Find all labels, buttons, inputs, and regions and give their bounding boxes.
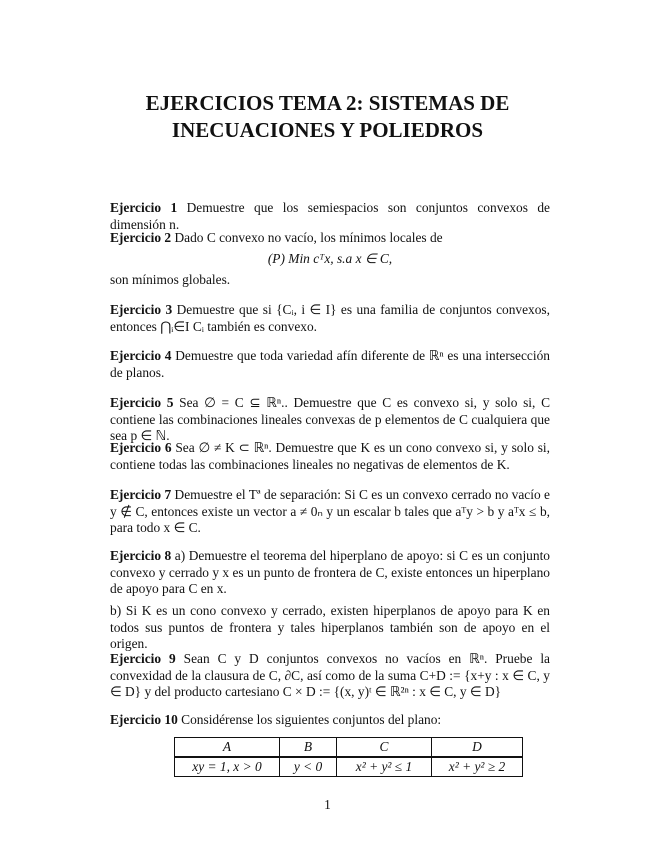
exercise-label: Ejercicio 4 — [110, 348, 172, 363]
exercise-text: Considérense los siguientes conjuntos del plano: — [181, 712, 442, 727]
exercise-label: Ejercicio 2 — [110, 230, 172, 245]
table-cell-a: xy = 1, x > 0 — [175, 757, 280, 777]
table-cell-c: x² + y² ≤ 1 — [337, 757, 432, 777]
page-number: 1 — [324, 797, 331, 812]
exercise-7 — [110, 487, 550, 537]
exercise-label: Ejercicio 10 — [110, 712, 178, 727]
table-cell-b: y < 0 — [280, 757, 337, 777]
table-header-a: A — [175, 738, 280, 758]
exercise-1 — [110, 200, 550, 233]
exercise-text: Sea ∅ ≠ K ⊂ ℝⁿ. Demuestre que K es un cono convexo si, y solo si, contiene todas las combinaciones lineales no negativas de elementos de K. — [110, 440, 550, 472]
table-header-d: D — [432, 738, 523, 758]
exercise-text: Demuestre que los semiespacios son conjuntos convexos de dimensión n. — [110, 200, 550, 232]
exercise-text: a) Demuestre el teorema del hiperplano de apoyo: si C es un conjunto convexo y cerrado y x es un punto de frontera de C, existe entonces un hiperplano de apoyo para C en x. — [110, 548, 550, 596]
exercise-label: Ejercicio 7 — [110, 487, 172, 502]
exercise-2 — [110, 230, 550, 247]
exercise-text: Sean C y D conjuntos convexos no vacíos en ℝⁿ. Pruebe la convexidad de la clausura de C, ∂C, así como de la suma C+D := {x+y : x ∈ C, y ∈ D} y del producto cartesiano C × D := {(x, y)ᵗ ∈ ℝ²ⁿ : x ∈ C, y ∈ D} — [110, 651, 550, 699]
exercise-label: Ejercicio 1 — [110, 200, 178, 215]
exercise-3 — [110, 302, 550, 335]
exercise-label: Ejercicio 9 — [110, 651, 176, 666]
exercise-2-display-formula: (P) Min cᵀx, s.a x ∈ C, — [267, 251, 393, 266]
exercise-5 — [110, 395, 550, 445]
exercise-text: Demuestre el Tª de separación: Si C es un convexo cerrado no vacío e y ∉ C, entonces existe un vector a ≠ 0ₙ y un escalar b tales que aᵀy > b y aᵀx ≤ b, para todo x ∈ C. — [110, 487, 550, 535]
exercise-8 — [110, 548, 550, 598]
exercise-2-after: son mínimos globales. — [110, 272, 231, 287]
document-title: EJERCICIOS TEMA 2: SISTEMAS DE INECUACIONES Y POLIEDROS — [145, 91, 510, 142]
exercise-label: Ejercicio 8 — [110, 548, 172, 563]
exercise-text: Demuestre que toda variedad afín diferente de ℝⁿ es una intersección de planos. — [110, 348, 550, 380]
sets-table — [174, 737, 523, 777]
table-header-c: C — [337, 738, 432, 758]
exercise-text: Demuestre que si {Cᵢ, i ∈ I} es una familia de conjuntos convexos, entonces ⋂ᵢ∈I Cᵢ también es convexo. — [110, 302, 550, 334]
exercise-9 — [110, 651, 550, 701]
exercise-8-part-b: b) Si K es un cono convexo y cerrado, existen hiperplanos de apoyo para K en todos sus puntos de frontera y tales hiperplanos también son de apoyo en el origen. — [110, 603, 550, 651]
exercise-text: Dado C convexo no vacío, los mínimos locales de — [174, 230, 443, 245]
exercise-10 — [110, 712, 550, 729]
exercise-label: Ejercicio 5 — [110, 395, 174, 410]
exercise-4 — [110, 348, 550, 381]
table-header-b: B — [280, 738, 337, 758]
exercise-text: Sea ∅ = C ⊆ ℝⁿ.. Demuestre que C es convexo si, y solo si, C contiene las combinaciones lineales convexas de p elementos de C cualquiera que sea p ∈ ℕ. — [110, 395, 550, 443]
exercise-label: Ejercicio 6 — [110, 440, 172, 455]
exercise-6 — [110, 440, 550, 473]
exercise-label: Ejercicio 3 — [110, 302, 173, 317]
table-cell-d: x² + y² ≥ 2 — [432, 757, 523, 777]
